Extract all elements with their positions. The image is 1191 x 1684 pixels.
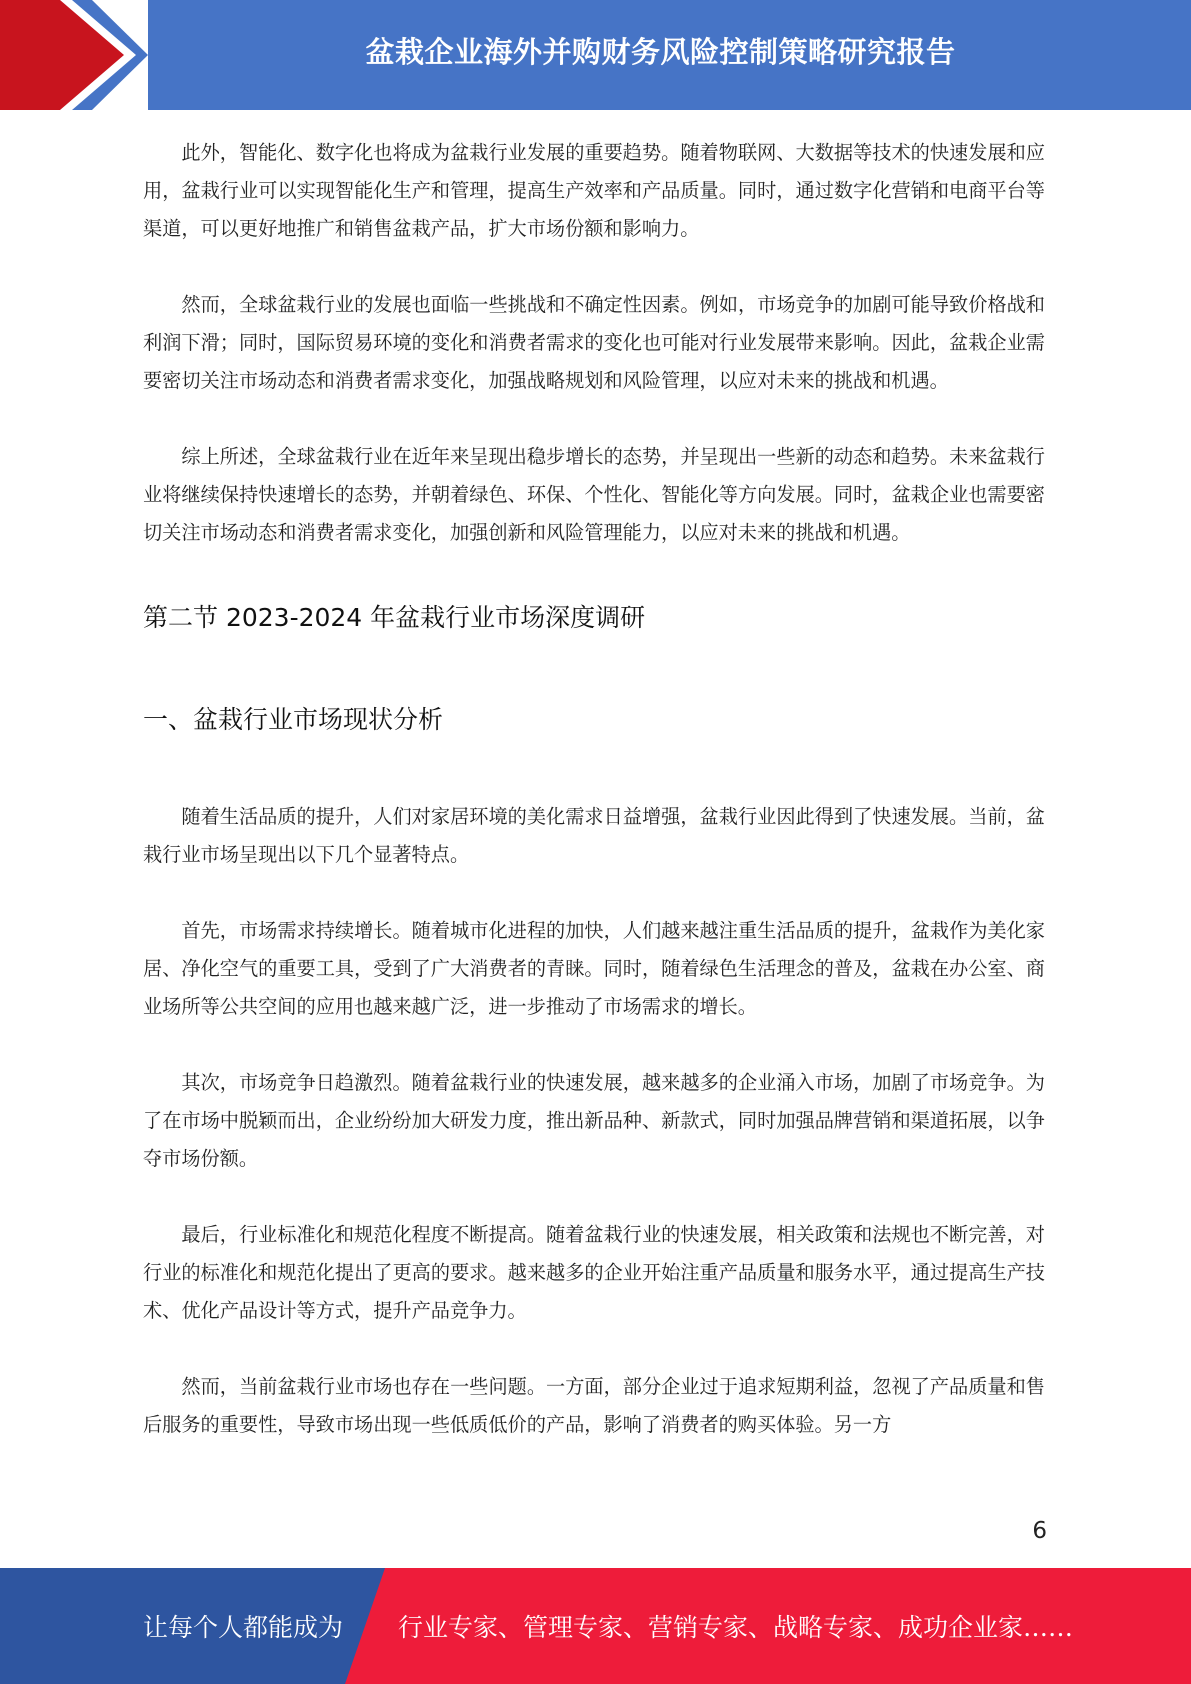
page-footer <box>0 1568 1191 1684</box>
paragraph: 然而，当前盆栽行业市场也存在一些问题。一方面，部分企业过于追求短期利益，忽视了产品质量和售后服务的重要性，导致市场出现一些低质低价的产品，影响了消费者的购买体验。另一方 <box>143 1375 1045 1436</box>
section-heading: 第二节 2023-2024 年盆栽行业市场深度调研 <box>143 603 646 632</box>
document-body <box>143 134 1045 1444</box>
page-number: 6 <box>1032 1518 1047 1544</box>
paragraph: 此外，智能化、数字化也将成为盆栽行业发展的重要趋势。随着物联网、大数据等技术的快速发展和应用，盆栽行业可以实现智能化生产和管理，提高生产效率和产品质量。同时，通过数字化营销和电商平台等渠道，可以更好地推广和销售盆栽产品，扩大市场份额和影响力。 <box>143 141 1045 240</box>
paragraph: 最后，行业标准化和规范化程度不断提高。随着盆栽行业的快速发展，相关政策和法规也不断完善，对行业的标准化和规范化提出了更高的要求。越来越多的企业开始注重产品质量和服务水平，通过提高生产技术、优化产品设计等方式，提升产品竞争力。 <box>143 1223 1045 1322</box>
footer-slogan-left: 让每个人都能成为 <box>143 1613 344 1642</box>
page-header <box>0 0 1191 110</box>
paragraph: 首先，市场需求持续增长。随着城市化进程的加快，人们越来越注重生活品质的提升，盆栽作为美化家居、净化空气的重要工具，受到了广大消费者的青睐。同时，随着绿色生活理念的普及，盆栽在办公室、商业场所等公共空间的应用也越来越广泛，进一步推动了市场需求的增长。 <box>143 919 1045 1018</box>
paragraph: 随着生活品质的提升，人们对家居环境的美化需求日益增强，盆栽行业因此得到了快速发展。当前，盆栽行业市场呈现出以下几个显著特点。 <box>143 805 1045 866</box>
footer-slogan-right: 行业专家、管理专家、营销专家、战略专家、成功企业家…… <box>398 1613 1074 1642</box>
paragraph: 综上所述，全球盆栽行业在近年来呈现出稳步增长的态势，并呈现出一些新的动态和趋势。未来盆栽行业将继续保持快速增长的态势，并朝着绿色、环保、个性化、智能化等方向发展。同时，盆栽企业也需要密切关注市场动态和消费者需求变化，加强创新和风险管理能力，以应对未来的挑战和机遇。 <box>143 445 1045 544</box>
header-title: 盆栽企业海外并购财务风险控制策略研究报告 <box>365 34 956 69</box>
sub-heading: 一、盆栽行业市场现状分析 <box>143 705 444 734</box>
paragraph: 其次，市场竞争日趋激烈。随着盆栽行业的快速发展，越来越多的企业涌入市场，加剧了市场竞争。为了在市场中脱颖而出，企业纷纷加大研发力度，推出新品种、新款式，同时加强品牌营销和渠道拓展，以争夺市场份额。 <box>143 1071 1045 1170</box>
paragraph: 然而，全球盆栽行业的发展也面临一些挑战和不确定性因素。例如，市场竞争的加剧可能导致价格战和利润下滑；同时，国际贸易环境的变化和消费者需求的变化也可能对行业发展带来影响。因此，盆栽企业需要密切关注市场动态和消费者需求变化，加强战略规划和风险管理，以应对未来的挑战和机遇。 <box>143 293 1045 392</box>
